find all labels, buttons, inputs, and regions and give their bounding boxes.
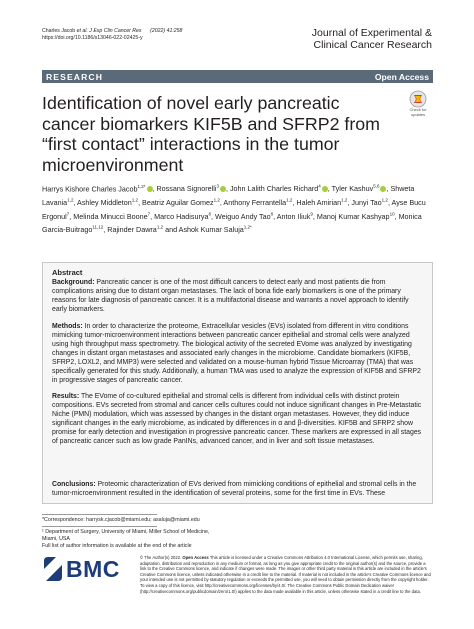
check-for-updates-button[interactable]: Check for updates (405, 90, 431, 117)
abstract-heading: Abstract (52, 268, 83, 277)
author-name[interactable]: , Melinda Minucci Boone (69, 211, 148, 221)
author-name[interactable]: Harrys Kishore Charles Jacob (42, 184, 138, 194)
author-name[interactable]: , Manoj Kumar Kashyap (312, 211, 390, 221)
author-name[interactable]: , Junyi Tao (347, 197, 382, 207)
abstract-background: Background: Pancreatic cancer is one of the most difficult cancers to detect early and most patients die from complications arising due to distant organ metastases. The lack of bona fide early biomarkers is one of the primary reasons for late diagnosis of pancreatic cancer. It is a multifactorial disease and warrants a novel approach to identify early biomarkers. (52, 279, 409, 313)
bmc-logo-text: BMC (66, 556, 120, 582)
author-name[interactable]: , Marco Hadisurya (150, 211, 209, 221)
abstract-box (42, 262, 433, 504)
abstract-conclusions: Conclusions: Proteomic characterization of EVs derived from mimicking conditions of epithelial and stromal cells in the tumor-microenvironment resulted in the identification of several proteins, some for the first time in EVs. These (52, 481, 417, 497)
affiliation-note: ¹ Department of Surgery, University of Miami, Miller School of Medicine, Miami, USA Full list of author information is available at the end of the article (42, 529, 210, 549)
citation-header (42, 28, 182, 42)
author-name[interactable]: , Ashley Middleton (73, 197, 132, 207)
footnote-divider (42, 514, 157, 515)
footnote-divider (42, 526, 157, 527)
author-name[interactable]: and Ashok Kumar Saluja (163, 225, 244, 235)
license-text: © The Author(s) 2022. Open Access This article is licensed under a Creative Commons Attribution 4.0 International License, which permits use, sharing, adaptation, distribution and reproduction in any medium or format, as long as you give appropriate credit to the original author(s) and the source, provide a link to the Creative Commons licence, and indicate if changes were made. The images or other third party material in this article are included in the article's Creative Commons licence, unless indicated otherwise in a credit line to the material. If material is not included in the article's Creative Commons licence and your intended use is not permitted by statutory regulation or exceeds the permitted use, you will need to obtain permission directly from the copyright holder. To view a copy of this licence, visit http://creativecommons.org/licenses/by/4.0/. The Creative Commons Public Domain Dedication waiver (http://creativecommons.org/publicdomain/zero/1.0/) applies to the data made available in this article, unless otherwise stated in a credit line to the data. (140, 555, 431, 594)
author-name[interactable]: , Rossana Signorelli (152, 184, 217, 194)
public-domain-link[interactable]: http://creativecommons.org/publicdomain/zero/1.0/ (141, 588, 236, 594)
author-name[interactable]: , Anthony Ferrantella (219, 197, 287, 207)
doi-link[interactable]: https://doi.org/10.1186/s13046-022-02425-y (42, 35, 143, 41)
abstract-methods: Methods: In order to characterize the proteome, Extracellular vesicles (EVs) isolated from different in vitro conditions mimicking tumor-microenvironment interactions between pancreatic cancer epithelial and stromal cells were analyzed using high throughput mass spectrometry. The biological activity of the secreted EVome was analyzed by investigating changes in distant organ metastases and associated early changes in the microbiome. Candidate biomarkers (KIF5B, SFRP2, LOXL2, and MMP3) were selected and validated on a mouse-human hybrid Tissue Microarray (TMA) that was specifically generated for this study. Additionally, a human TMA was used to analyze the expression of KIF5B and SFRP2 in progressive stages of pancreatic cancer. (52, 323, 421, 384)
check-for-updates-icon (409, 90, 427, 108)
author-name[interactable]: , Shweta Lavania (42, 184, 415, 207)
article-type-banner (42, 70, 433, 83)
open-access-label: Open Access (374, 71, 429, 82)
author-name[interactable]: , Weiguo Andy Tao (210, 211, 271, 221)
author-name[interactable]: , Beatriz Aguilar Gomez (138, 197, 214, 207)
author-name[interactable]: , Haleh Amirian (292, 197, 342, 207)
author-name[interactable]: , Monica Garcia-Buitrago (42, 211, 422, 235)
bmc-logo (42, 555, 118, 585)
author-name[interactable]: , Rajinder Dawra (103, 225, 157, 235)
article-type-label: RESEARCH (46, 71, 104, 82)
correspondence-note: *Correspondence: harrysk.cjacob@miami.edu; asaluja@miami.edu (42, 517, 200, 523)
author-name[interactable]: , Ayse Bucu Ergonul (42, 197, 426, 221)
author-name[interactable]: , John Lalith Charles Richard (225, 184, 319, 194)
author-name[interactable]: , Anton Iliuk (273, 211, 311, 221)
author-list: Harrys Kishore Charles Jacob$^{1,2*}$ , Rossana Signorelli$^3$ , John Lalith Charles Richard$^4$ , Tyler Kashuv$^{5,6}$ , Shweta Lavania$^{1,2}$, Ashley Middleton$^{1,2}$, Beatriz Aguilar Gomez$^{1,2}$, Anthony Ferrantella$^{1,2}$, Haleh Amirian$^{1,2}$, Junyi Tao$^{1,2}$, Ayse Bucu Ergonul$^7$, Melinda Minucci Boone$^7$, Marco Hadisurya$^8$, Weiguo Andy Tao$^8$, Anton Iliuk$^9$, Manoj Kumar Kashyap$^{10}$, Monica Garcia-Buitrago$^{11,12}$, Rajinder Dawra$^{1,2}$ and Ashok Kumar Saluja$^{1,2*}$ (42, 184, 426, 235)
article-title: Identification of novel early pancreatic cancer biomarkers KIF5B and SFRP2 from “first contact” interactions in the tumor microenvironment (42, 93, 380, 175)
abstract-results: Results: The EVome of co-cultured epithelial and stromal cells is different from individual cells with distinct protein compositions. EVs secreted from stromal and cancer cells cultures could not induce significant changes in Pre-Metastatic Niche (PMN) modulation, which was assessed by changes in the distant organ metastases. However, they did induce significant changes in the early microbiome, as indicated by differences in α and β-diversities. KIF5B and SFRP2 show promise for early detection and investigation in progressive pancreatic cancer. These markers are expressed in all stages of pancreatic cancer such as low grade PanINs, advanced cancer, and in liver and soft tissue metastases. (52, 393, 422, 445)
license-link[interactable]: http://creativecommons.org/licenses/by/4.0/ (204, 582, 286, 588)
author-name[interactable]: , Tyler Kashuv (327, 184, 374, 194)
journal-name: Journal of Experimental & Clinical Cancer Research (311, 27, 432, 51)
citation-line: Charles Jacob et al. J Exp Clin Cancer Res (2022) 41:258 (42, 28, 183, 34)
